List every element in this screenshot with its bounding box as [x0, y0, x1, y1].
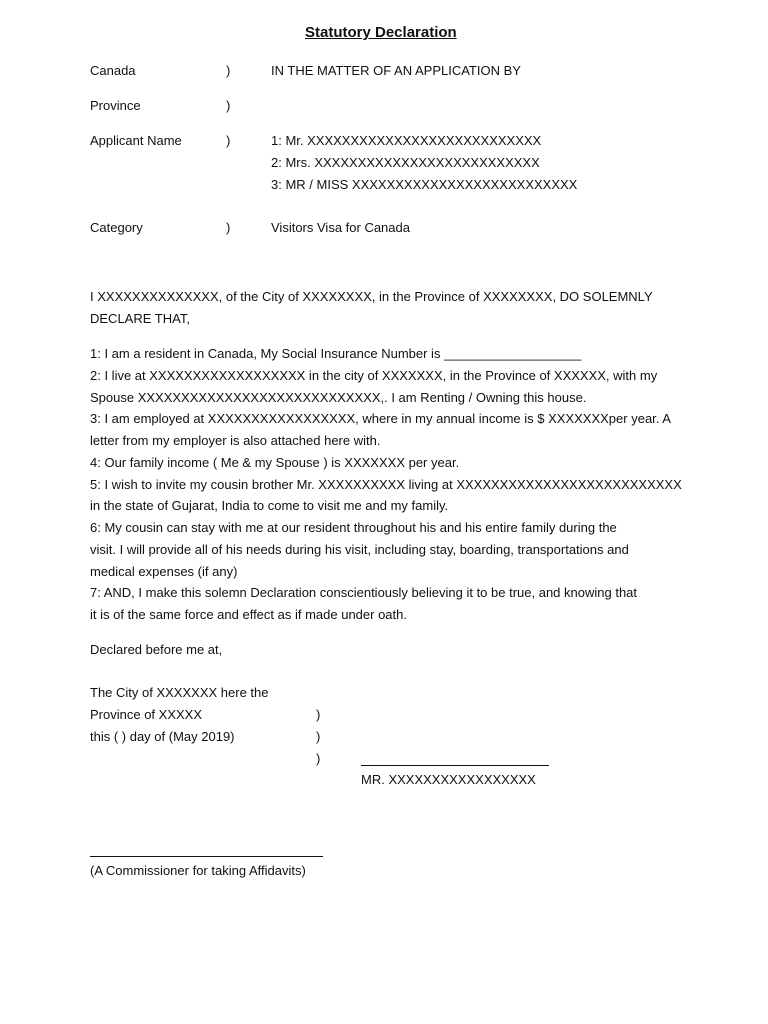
- signatory-name: MR. XXXXXXXXXXXXXXXXX: [361, 772, 536, 787]
- category-paren: ): [226, 220, 231, 235]
- canada-paren: ): [226, 63, 231, 78]
- applicant-name-3: 3: MR / MISS XXXXXXXXXXXXXXXXXXXXXXXXXX: [271, 177, 578, 192]
- statement-line: 2: I live at XXXXXXXXXXXXXXXXXX in the city of XXXXXXX, in the Province of XXXXXX, with my: [90, 368, 658, 383]
- statement-line: letter from my employer is also attached here with.: [90, 433, 381, 448]
- category-label: Category: [90, 220, 143, 235]
- statement-line: visit. I will provide all of his needs during his visit, including stay, boarding, transportations and: [90, 542, 629, 557]
- location-date: this ( ) day of (May 2019): [90, 729, 235, 744]
- statement-line: it is of the same force and effect as if made under oath.: [90, 607, 407, 622]
- intro-line: DECLARE THAT,: [90, 311, 190, 326]
- location-paren: ): [316, 729, 321, 744]
- signature-line: [361, 765, 549, 766]
- declared-before-text: Declared before me at,: [90, 642, 223, 657]
- statement-line: 6: My cousin can stay with me at our resident throughout his and his entire family during the: [90, 520, 617, 535]
- intro-line: I XXXXXXXXXXXXXX, of the City of XXXXXXXX, in the Province of XXXXXXXX, DO SOLEMNLY: [90, 289, 653, 304]
- application-heading: IN THE MATTER OF AN APPLICATION BY: [271, 63, 521, 78]
- statement-line: 5: I wish to invite my cousin brother Mr. XXXXXXXXXX living at XXXXXXXXXXXXXXXXXXXXXXXXXX: [90, 477, 682, 492]
- category-value: Visitors Visa for Canada: [271, 220, 410, 235]
- statement-line: Spouse XXXXXXXXXXXXXXXXXXXXXXXXXXXX,. I am Renting / Owning this house.: [90, 390, 587, 405]
- statement-line: 3: I am employed at XXXXXXXXXXXXXXXXX, where in my annual income is $ XXXXXXXper year. A: [90, 411, 671, 426]
- province-paren: ): [226, 98, 231, 113]
- applicant-paren: ): [226, 133, 231, 148]
- location-paren: ): [316, 751, 321, 766]
- commissioner-signature-line: [90, 856, 323, 857]
- statement-line: in the state of Gujarat, India to come to visit me and my family.: [90, 498, 449, 513]
- applicant-name-label: Applicant Name: [90, 133, 182, 148]
- document-title: Statutory Declaration: [305, 24, 457, 41]
- statement-line: 1: I am a resident in Canada, My Social Insurance Number is ___________________: [90, 346, 582, 361]
- province-label: Province: [90, 98, 141, 113]
- commissioner-caption: (A Commissioner for taking Affidavits): [90, 863, 306, 878]
- statement-line: 7: AND, I make this solemn Declaration conscientiously believing it to be true, and knowing that: [90, 585, 638, 600]
- location-city: The City of XXXXXXX here the: [90, 685, 269, 700]
- statement-line: medical expenses (if any): [90, 564, 238, 579]
- canada-label: Canada: [90, 63, 136, 78]
- location-province: Province of XXXXX: [90, 707, 202, 722]
- location-paren: ): [316, 707, 321, 722]
- applicant-name-1: 1: Mr. XXXXXXXXXXXXXXXXXXXXXXXXXXX: [271, 133, 542, 148]
- statement-line: 4: Our family income ( Me & my Spouse ) is XXXXXXX per year.: [90, 455, 460, 470]
- applicant-name-2: 2: Mrs. XXXXXXXXXXXXXXXXXXXXXXXXXX: [271, 155, 540, 170]
